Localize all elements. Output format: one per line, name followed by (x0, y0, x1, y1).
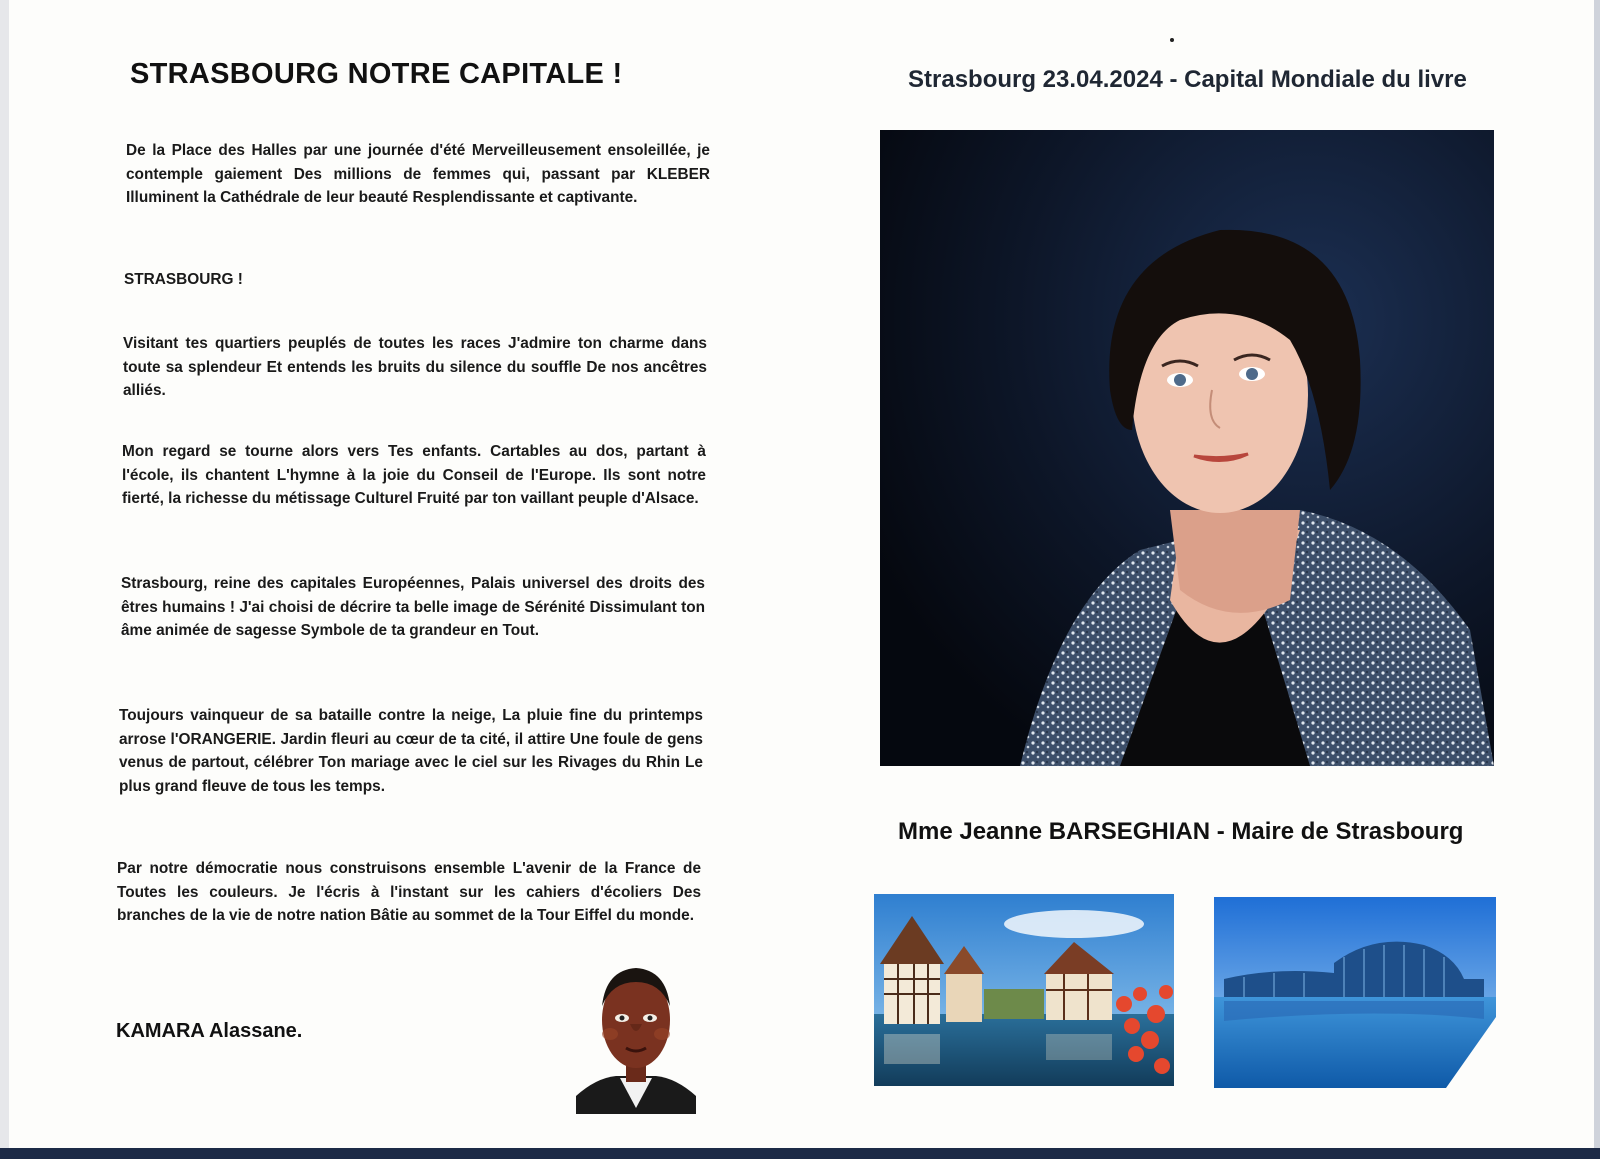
poem-exclamation: STRASBOURG ! (124, 271, 243, 288)
mayor-caption: Mme Jeanne BARSEGHIAN - Maire de Strasbourg (898, 818, 1464, 845)
author-signature: KAMARA Alassane. (116, 1020, 303, 1042)
poem-paragraph-6: Par notre démocratie nous construisons ensemble L'avenir de la France de Toutes les couleurs. Je l'écris à l'instant sur les cahiers d'écoliers Des branches de la vie de notre nation Bâtie au sommet de la Tour Eiffel du monde. (117, 860, 701, 924)
poem-paragraph-1: De la Place des Halles par une journée d'été Merveilleusement ensoleillée, je contemple gaiement Des millions de femmes qui, passant par KLEBER Illuminent la Cathédrale de leur beauté Resplendissante et captivante. (126, 142, 710, 206)
page-left-edge (0, 0, 9, 1148)
mayor-photo (880, 130, 1494, 766)
european-parliament-photo (1214, 897, 1496, 1088)
poem-paragraph-3: Mon regard se tourne alors vers Tes enfants. Cartables au dos, partant à l'école, ils chantent L'hymne à la joie du Conseil de l'Europe. Ils sont notre fierté, la richesse du métissage Culturel Fruité par ton vaillant peuple d'Alsace. (122, 443, 706, 507)
european-parliament-image (1214, 897, 1496, 1088)
poem-paragraph-4: Strasbourg, reine des capitales Européennes, Palais universel des droits des êtres humains ! J'ai choisi de décrire ta belle image de Sérénité Dissimulant ton âme animée de sagesse Symbole de ta grandeur en Tout. (121, 575, 705, 639)
event-header: Strasbourg 23.04.2024 - Capital Mondiale du livre (908, 66, 1467, 93)
mayor-portrait-image (880, 130, 1494, 766)
poem-paragraph-5: Toujours vainqueur de sa bataille contre la neige, La pluie fine du printemps arrose l'ORANGERIE. Jardin fleuri au cœur de ta cité, il attire Une foule de gens venus de partout, célébrer Ton mariage avec le ciel sur les Rivages du Rhin Le plus grand fleuve de tous les temps. (119, 707, 703, 795)
author-portrait (576, 958, 696, 1114)
page-right-edge (1594, 0, 1600, 1148)
scan-border (0, 1148, 1600, 1159)
ink-dot (1170, 38, 1174, 42)
petite-france-image (874, 894, 1174, 1086)
poem-paragraph-2: Visitant tes quartiers peuplés de toutes les races J'admire ton charme dans toute sa splendeur Et entends les bruits du silence du souffle De nos ancêtres alliés. (123, 335, 707, 399)
petite-france-photo (874, 894, 1174, 1086)
poem-title: STRASBOURG NOTRE CAPITALE ! (130, 58, 623, 90)
